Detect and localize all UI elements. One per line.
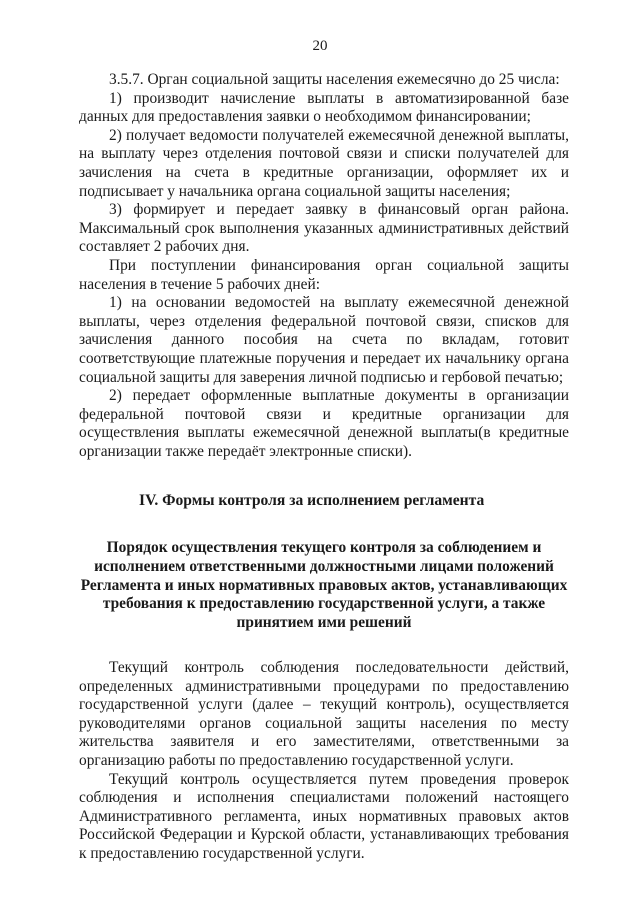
page-content: [79, 71, 569, 864]
paragraph-funding-item-2: 2) передает оформленные выплатные документы в организации федеральной почтовой связи и кредитные организации для осуществления выплаты ежемесячной денежной выплаты(в кредитные организации также передаёт электронные списки).: [79, 387, 569, 460]
paragraph-item-1-accrual: 1) производит начисление выплаты в автоматизированной базе данных для предоставления заявки о необходимом финансировании;: [79, 89, 569, 126]
paragraph-3-5-7-intro: 3.5.7. Орган социальной защиты населения ежемесячно до 25 числа:: [109, 71, 560, 88]
section-heading: IV. Формы контроля за исполнением регламента: [139, 492, 485, 510]
spacer: [79, 633, 569, 659]
paragraph-funding-item-1: 1) на основании ведомостей на выплату ежемесячной денежной выплаты, через отделения федеральной почтовой связи, списков для зачисления данного пособия на счета по вкладам, готовит соответствующие платежные поручения и передает их начальнику органа социальной защиты для заверения личной подписью и гербовой печатью;: [79, 294, 569, 386]
paragraph-item-2-statements: 2) получает ведомости получателей ежемесячной денежной выплаты, на выплату через отделения почтовой связи и списки получателей для зачисления на счета в кредитные организации, оформляет их и подписывает у начальника органа социальной защиты населения;: [79, 126, 569, 200]
paragraph-item-3-request: 3) формирует и передает заявку в финансовый орган района. Максимальный срок выполнения указанных административных действий составляет 2 рабочих дня.: [79, 201, 569, 256]
paragraph-control-inspections: Текущий контроль осуществляется путем проведения проверок соблюдения и исполнения специалистами положений настоящего Административного регламента, иных нормативных правовых актов Российской Федерации и Курской области, устанавливающих требования к предоставлению государственной услуги.: [79, 770, 569, 862]
paragraph-funding-intro: При поступлении финансирования орган социальной защиты населения в течение 5 рабочих дней:: [79, 256, 569, 293]
paragraph-control-definition: Текущий контроль соблюдения последовательности действий, определенных административными процедурами по предоставлению государственной услуги (далее – текущий контроль), осуществляется руководителями органов социальной защиты населения по месту жительства заявителя и его заместителями, ответственными за организацию работы по предоставлению государственной услуги.: [79, 659, 569, 770]
sub-heading: Порядок осуществления текущего контроля за соблюдением и исполнением ответственными должностными лицами положений Регламента и иных нормативных правовых актов, устанавливающих требования к предоставлению государственной услуги, а также принятием ими решений: [80, 539, 568, 632]
page-number: 20: [312, 38, 328, 54]
